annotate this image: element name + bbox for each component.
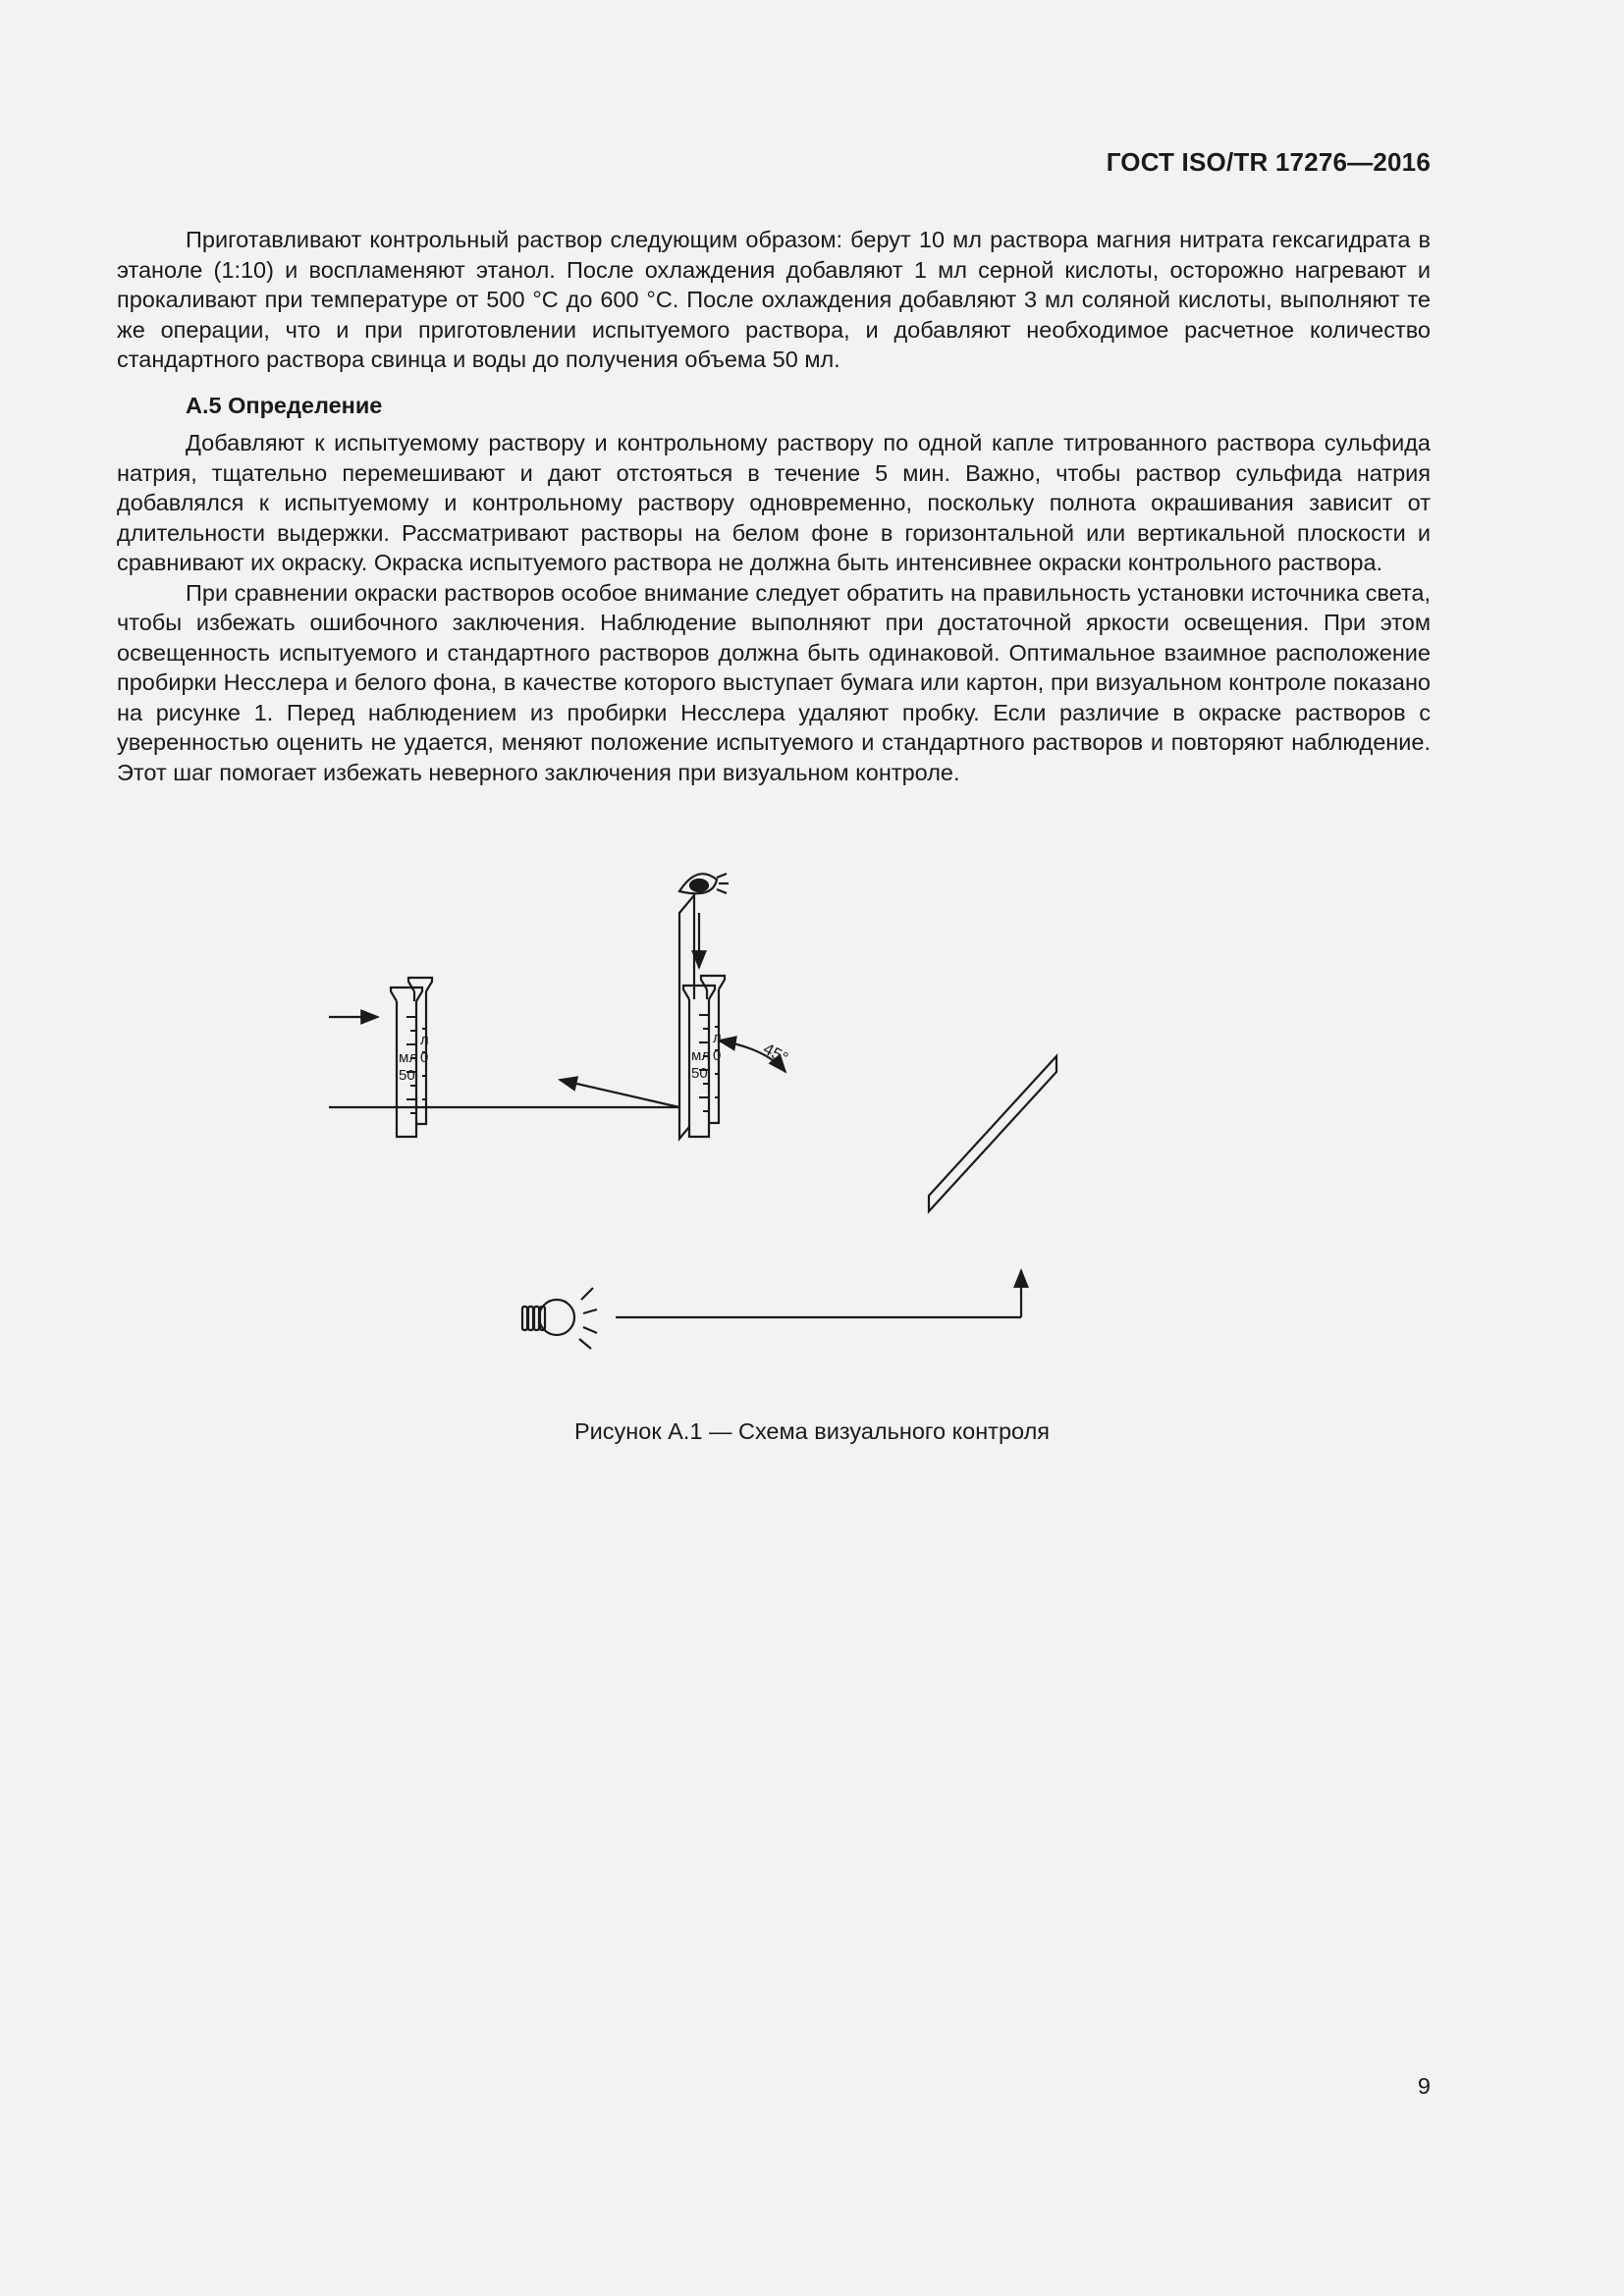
paragraph-text: При сравнении окраски растворов особое внимание следует обратить на правильность установки источника света, чтобы избежать ошибочного заключения. Наблюдение выполняют при достаточной яркости освещения. При этом освещенность испытуемого и стандартного растворов должна быть одинаковой. Оптимальное взаимное расположение пробирки Несслера и белого фона, в качестве которого выступает бумага или картон, при визуальном контроле показано на рисунке 1. Перед наблюдением из пробирки Несслера удаляют пробку. Если различие в окраске растворов с уверенностью оценить не удается, меняют положение испытуемого и стандартного растворов и повторяют наблюдение. Этот шаг помогает избежать неверного заключения при визуальном контроле. bbox=[117, 579, 1431, 785]
tube-mark-0: 0 bbox=[420, 1049, 429, 1066]
paragraph-text: Добавляют к испытуемому раствору и контрольному раствору по одной капле титрованного раствора сульфида натрия, тщательно перемешивают и дают отстояться в течение 5 мин. Важно, чтобы раствор сульфида натрия добавлялся к испытуемому и контрольному раствору одновременно, поскольку полнота окрашивания зависит от длительности выдержки. Рассматривают растворы на белом фоне в горизонтальной или вертикальной плоскости и сравнивают их окраску. Окраска испытуемого раствора не должна быть интенсивнее окраски контрольного раствора. bbox=[117, 430, 1431, 575]
inclined-board bbox=[929, 1056, 1056, 1211]
lamp-icon bbox=[522, 1288, 597, 1349]
tube-mark-0: 0 bbox=[713, 1047, 722, 1064]
document-header: ГОСТ ISO/TR 17276—2016 bbox=[1106, 147, 1431, 177]
eye-icon bbox=[679, 874, 729, 893]
reflected-ray bbox=[560, 1080, 679, 1107]
visual-control-diagram bbox=[324, 844, 1227, 1394]
tube-unit-label: мл bbox=[691, 1047, 711, 1064]
tube-mark-50: 50 bbox=[691, 1065, 708, 1082]
section-heading: А.5 Определение bbox=[186, 393, 383, 418]
paragraph-determination bbox=[117, 428, 1431, 787]
tube-unit-label: л bbox=[713, 1030, 722, 1046]
figure-caption: Рисунок А.1 — Схема визуального контроля bbox=[573, 1418, 1051, 1444]
page-number: 9 bbox=[1417, 2073, 1431, 2099]
tube-unit-label: л bbox=[420, 1032, 429, 1048]
paragraph-text: Приготавливают контрольный раствор следующим образом: берут 10 мл раствора магния нитрата гексагидрата в этаноле (1:10) и воспламеняют этанол. После охлаждения добавляют 1 мл серной кислоты, осторожно нагревают и прокаливают при температуре от 500 °С до 600 °С. После охлаждения добавляют 3 мл соляной кислоты, выполняют те же операции, что и при приготовлении испытуемого раствора, и добавляют необходимое расчетное количество стандартного раствора свинца и воды до получения объема 50 мл. bbox=[117, 227, 1431, 372]
tube-mark-50: 50 bbox=[399, 1067, 415, 1084]
tube-unit-label: мл bbox=[399, 1049, 418, 1066]
paragraph-preparation bbox=[117, 225, 1431, 375]
angle-label: 45° bbox=[760, 1039, 791, 1068]
